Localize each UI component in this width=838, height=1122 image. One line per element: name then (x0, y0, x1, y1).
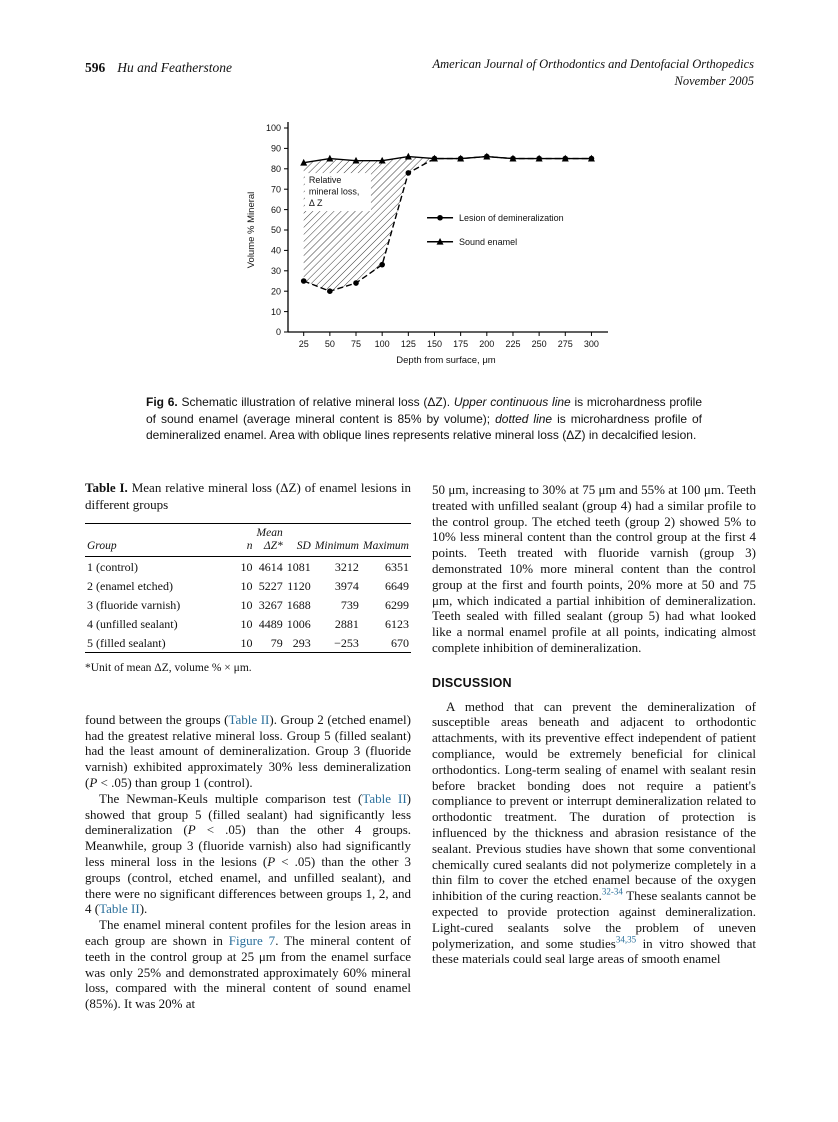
table-row (85, 614, 411, 633)
table-cell: 2 (enamel etched) (87, 578, 173, 593)
text-segment: Schematic illustration of relative mineral loss (ΔZ). (177, 395, 454, 409)
tableI-col-header: Mean ΔZ* (255, 524, 285, 557)
table-cell: 1 (control) (87, 559, 138, 574)
table-cell: 10 (240, 597, 253, 612)
paragraph (432, 482, 756, 656)
svg-text:10: 10 (270, 306, 281, 317)
table-cell: 5 (filled sealant) (87, 635, 166, 650)
figure6-chart-area (242, 112, 614, 384)
table-cell: 6299 (385, 597, 409, 612)
cross-reference-link[interactable]: Figure 7 (228, 932, 276, 948)
table-cell: 3974 (334, 578, 359, 593)
text-segment: A method that can prevent the demineralization of susceptible areas beneath and adjacent to orthodontic attachments, with its preventive effect independent of patient compliance, would be extremely beneficial for clinical orthodontics. Long-term sealing of enamel with sealant resin before bracket bonding does not require a patient's compliance to prevent or interrupt demineralization related to orthodontic treatment. The duration of protection is influenced by the thickness and abrasion resistance of the sealant. Previous studies have shown that some conventional chemically cured sealants did not polymerize completely in a thin film to cover the etched enamel because of the oxygen inhibition of the curing reaction. (432, 698, 756, 904)
cross-reference-link[interactable]: Table II (362, 790, 407, 806)
text-segment: 596 (85, 60, 106, 75)
cross-reference-link[interactable]: Table II (228, 711, 270, 727)
text-segment: found between the groups ( (85, 711, 229, 727)
table-row (85, 633, 411, 653)
svg-text:225: 225 (505, 339, 521, 349)
svg-text:Lesion of demineralization: Lesion of demineralization (459, 212, 564, 223)
text-segment: in vitro showed that these materials could seal large areas of smooth enamel (432, 935, 756, 967)
svg-text:60: 60 (270, 204, 281, 215)
text-segment: The Newman-Keuls multiple comparison test ( (99, 790, 363, 806)
text-segment: Table I. (85, 480, 128, 495)
mineral-loss-chart (242, 112, 614, 384)
table-cell: 6123 (385, 616, 409, 631)
text-segment: P (267, 853, 276, 869)
text-segment: ). (139, 901, 148, 917)
tableI-col-header: SD (285, 524, 313, 557)
text-segment: ) showed that group 5 (filled sealant) had significantly less demineralization ( (85, 790, 411, 838)
svg-text:30: 30 (270, 265, 281, 276)
table-row (85, 595, 411, 614)
cross-reference-link[interactable]: Table II (99, 901, 140, 917)
right-column (432, 482, 756, 967)
svg-text:80: 80 (270, 163, 281, 174)
svg-text:275: 275 (557, 339, 573, 349)
svg-text:Sound enamel: Sound enamel (459, 236, 518, 247)
svg-text:300: 300 (583, 339, 599, 349)
table-cell: 1688 (286, 597, 311, 612)
table-cell: 1081 (286, 559, 311, 574)
text-segment: dotted line (495, 411, 553, 426)
table-row (85, 557, 411, 577)
svg-text:70: 70 (270, 184, 281, 195)
text-segment: 50 μm, increasing to 30% at 75 μm and 55% at 100 μm. Teeth treated with unfilled sealant (group 4) had a similar profile to the control group. The etched teeth (group 2) showed 5% to 10% less mineral content than the control group at the first 4 points. Teeth treated with fluoride varnish (group 3) demonstrated 10% more mineral content than the control group at the first and fourth points, 20% more at 50 and 75 μm, which indicated a partial inhibition of demineralization. Teeth sealed with filled sealant (group 5) had what looked like a normal enamel profile at all points, indicating almost complete inhibition of demineralization. (432, 482, 756, 655)
tableI-footnote: *Unit of mean ΔZ, volume % × μm. (85, 662, 252, 674)
svg-text:Depth from surface, μm: Depth from surface, μm (396, 355, 496, 366)
table-cell: 2881 (334, 616, 359, 631)
table-cell: 5227 (258, 578, 283, 593)
tableI-body (85, 557, 411, 653)
tableI-title (85, 480, 411, 513)
left-column (85, 480, 411, 1012)
table-cell: 293 (292, 635, 311, 650)
tableI (85, 523, 411, 653)
svg-text:125: 125 (400, 339, 416, 349)
table-cell: 79 (270, 635, 283, 650)
text-segment: Hu and Featherstone (117, 60, 232, 75)
tableI-col-header: Group (85, 524, 228, 557)
table-cell: 739 (340, 597, 359, 612)
text-segment: is microhardness profile of sound enamel (average mineral content is 85% by volume); (146, 395, 702, 426)
table-cell: 10 (240, 616, 253, 631)
text-segment: < .05) than the other 4 groups. Meanwhile, group 3 (fluoride varnish) also had significantly less mineral loss in the lesions ( (85, 822, 411, 869)
table-cell: 4 (unfilled sealant) (87, 616, 178, 631)
table-cell: 10 (240, 578, 253, 593)
text-segment: ). Group 2 (etched enamel) had the greatest relative mineral loss. Group 5 (filled sealant) had the least amount of demineralization. Group 3 (fluoride varnish) exhibited approximately 30% less demineralization ( (85, 711, 412, 790)
citation-reference-link[interactable]: 34,35 (615, 934, 637, 945)
svg-text:25: 25 (298, 339, 309, 349)
paragraph (85, 917, 411, 1012)
text-segment: is microhardness profile of demineralized enamel. Area with oblique lines represents relative mineral loss (ΔZ) in decalcified lesion. (146, 411, 702, 442)
svg-text:200: 200 (479, 339, 495, 349)
table-cell: 1006 (286, 616, 311, 631)
text-segment: Fig 6. (146, 395, 178, 409)
journal-issue-date: November 2005 (674, 74, 754, 88)
svg-text:90: 90 (270, 143, 281, 154)
svg-text:20: 20 (270, 286, 281, 297)
table-cell: 3212 (334, 559, 359, 574)
svg-text:mineral loss,: mineral loss, (308, 186, 360, 197)
table-cell: 3 (fluoride varnish) (87, 597, 181, 612)
text-segment: P (89, 774, 98, 790)
figure6-caption (146, 394, 702, 444)
text-segment: . The mineral content of teeth in the control group at 25 μm from the enamel surface was only 25% and demonstrated approximately 60% mineral loss, compared with the mineral content of sound enamel (85%). It was 20% at (85, 932, 411, 1012)
table-cell: 4614 (258, 559, 283, 574)
table-cell: 10 (240, 559, 253, 574)
svg-text:0: 0 (275, 327, 281, 338)
tableI-header (85, 524, 411, 557)
text-segment: These sealants cannot be expected to provide protection against demineralization. Light-cured sealants solve the problem of uneven polymerization, and some studies (432, 888, 756, 951)
table-cell: 3267 (258, 597, 283, 612)
svg-text:250: 250 (531, 339, 547, 349)
discussion-heading: DISCUSSION (432, 675, 512, 690)
table-row (85, 576, 411, 595)
svg-text:175: 175 (453, 339, 469, 349)
journal-title: American Journal of Orthodontics and Dentofacial Orthopedics (432, 57, 754, 71)
text-segment: The enamel mineral content profiles for the lesion areas in each group are shown in (85, 917, 411, 948)
table-cell: 670 (391, 635, 409, 650)
table-cell: 1120 (287, 578, 311, 593)
paragraph (432, 699, 756, 968)
citation-reference-link[interactable]: 32-34 (601, 886, 623, 897)
svg-text:75: 75 (351, 339, 362, 349)
svg-text:40: 40 (270, 245, 281, 256)
svg-text:100: 100 (374, 339, 390, 349)
tableI-col-header: Minimum (313, 524, 361, 557)
svg-text:50: 50 (324, 339, 335, 349)
text-segment: < .05) than the other 3 groups (control, etched enamel, and unfilled sealant), and there were no significant differences between groups 1, 2, and 4 ( (85, 853, 411, 917)
text-segment: < .05) than group 1 (control). (97, 774, 253, 790)
svg-text:100: 100 (265, 123, 281, 134)
table-cell: 10 (240, 635, 253, 650)
journal-masthead (433, 56, 755, 90)
tableI-col-header: n (228, 524, 254, 557)
text-segment: Mean relative mineral loss (ΔZ) of enamel lesions in different groups (85, 480, 411, 512)
text-segment: Upper continuous line (453, 395, 571, 409)
svg-text:150: 150 (426, 339, 443, 349)
page-number-and-authors (85, 60, 232, 76)
table-cell: −253 (334, 635, 359, 650)
paragraph (85, 791, 411, 917)
table-cell: 4489 (258, 616, 283, 631)
table-cell: 6351 (385, 559, 409, 574)
table-cell: 6649 (385, 578, 409, 593)
svg-text:Δ Z: Δ Z (308, 198, 323, 209)
svg-text:50: 50 (270, 225, 281, 236)
svg-text:Volume % Mineral: Volume % Mineral (246, 191, 257, 269)
paragraph (85, 712, 411, 791)
tableI-col-header: Maximum (361, 524, 411, 557)
table-header-row (85, 524, 411, 557)
text-segment: P (187, 822, 196, 838)
svg-text:Relative: Relative (308, 175, 342, 186)
